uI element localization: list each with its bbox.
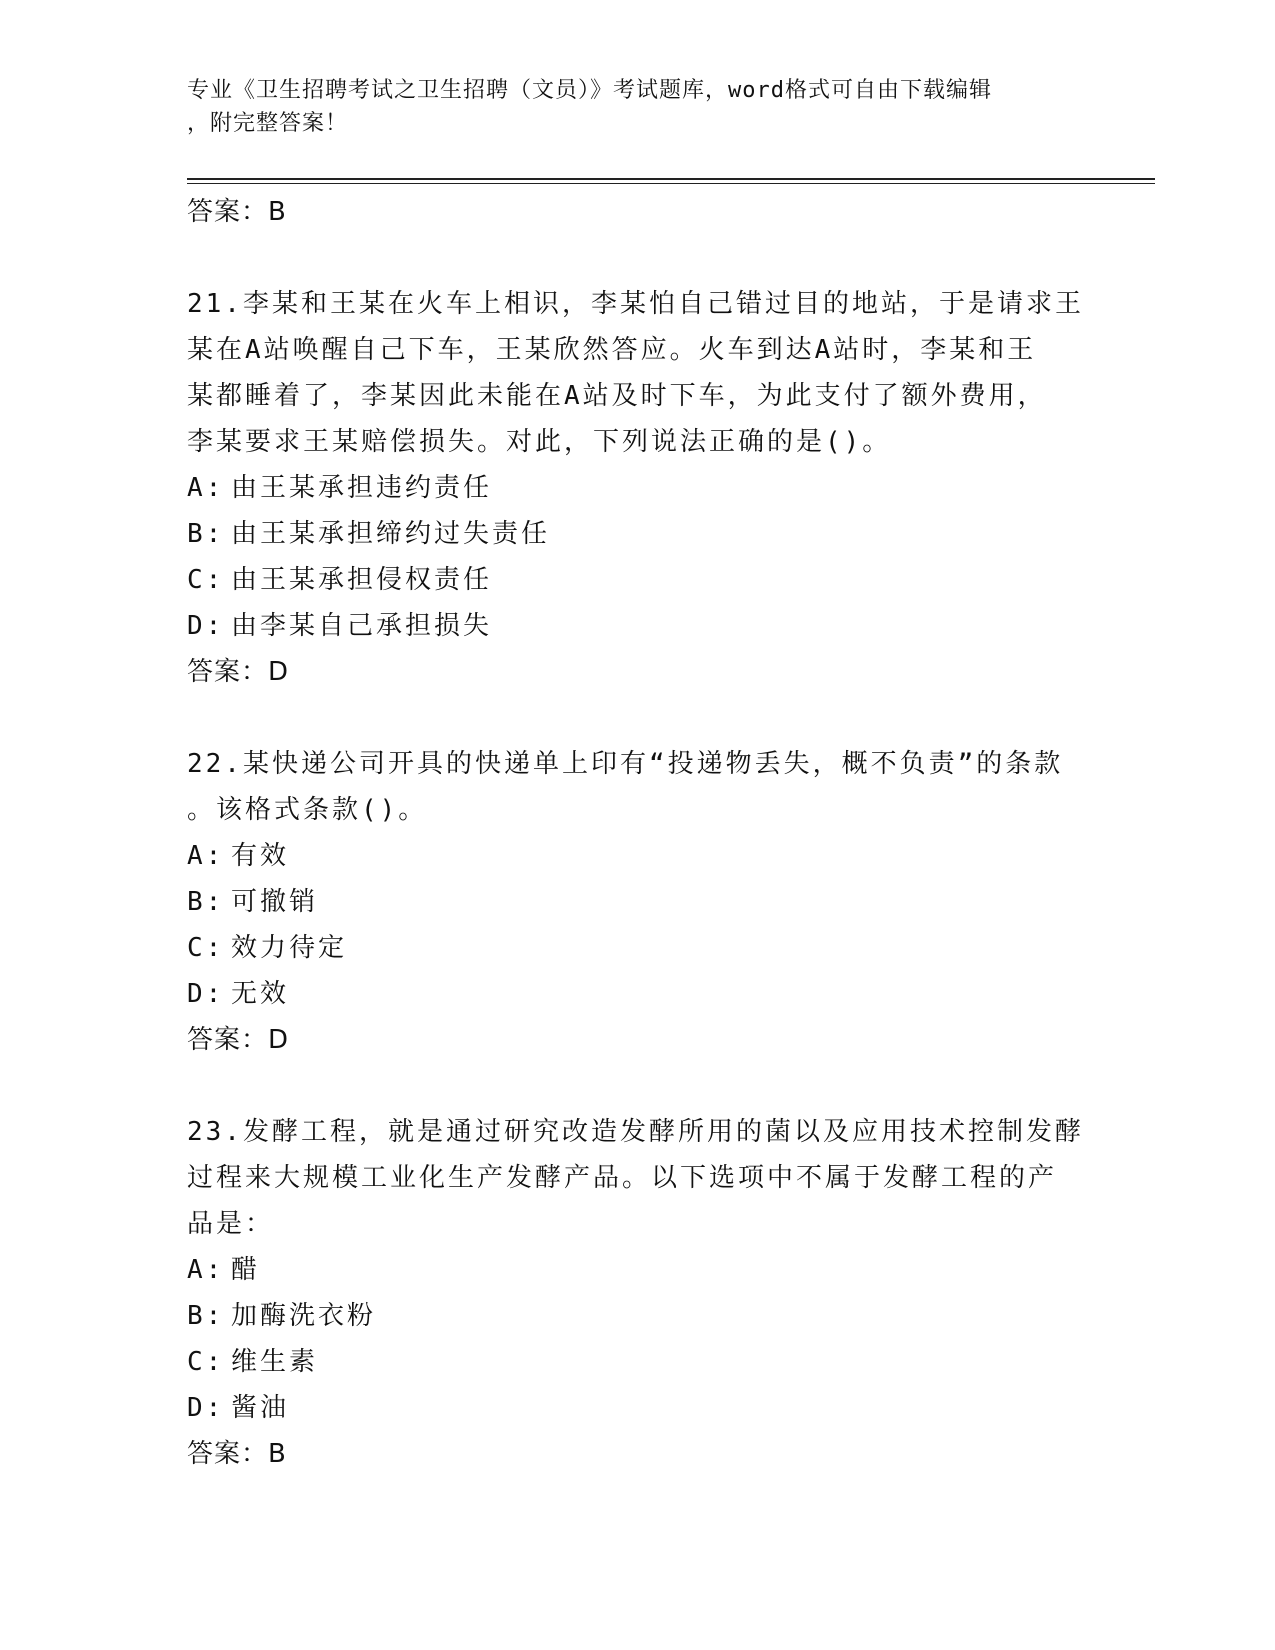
option-d xyxy=(187,1385,1087,1431)
option-key: C: xyxy=(187,565,225,595)
header-divider-thin xyxy=(187,183,1155,184)
option-a xyxy=(187,1247,1087,1293)
document-header xyxy=(187,74,1067,140)
option-text: 无效 xyxy=(231,979,290,1009)
spacer xyxy=(187,235,1087,281)
question-stem-line: 22.某快递公司开具的快递单上印有“投递物丢失，概不负责”的条款 xyxy=(187,749,1064,779)
option-text: 加酶洗衣粉 xyxy=(231,1301,377,1331)
option-c xyxy=(187,925,1087,971)
option-text: 由王某承担侵权责任 xyxy=(231,565,493,595)
previous-answer: 答案：B xyxy=(187,197,287,227)
question-stem-line: 品是： xyxy=(187,1209,275,1239)
question-23 xyxy=(187,1109,1087,1477)
option-key: A: xyxy=(187,1255,225,1285)
option-text: 有效 xyxy=(231,841,290,871)
answer-line: 答案：D xyxy=(187,1025,290,1055)
question-stem-line: 21.李某和王某在火车上相识，李某怕自己错过目的地站，于是请求王 xyxy=(187,289,1084,319)
answer-line: 答案：B xyxy=(187,1439,287,1469)
option-text: 可撤销 xyxy=(231,887,319,917)
option-key: B: xyxy=(187,887,225,917)
option-text: 维生素 xyxy=(231,1347,319,1377)
option-key: A: xyxy=(187,473,225,503)
option-b xyxy=(187,1293,1087,1339)
question-stem-line: 过程来大规模工业化生产发酵产品。以下选项中不属于发酵工程的产 xyxy=(187,1163,1058,1193)
question-21 xyxy=(187,281,1087,695)
question-stem-line: 23.发酵工程，就是通过研究改造发酵所用的菌以及应用技术控制发酵 xyxy=(187,1117,1084,1147)
question-stem-line: 。该格式条款()。 xyxy=(187,795,428,825)
option-text: 由李某自己承担损失 xyxy=(231,611,493,641)
option-b xyxy=(187,511,1087,557)
option-c xyxy=(187,1339,1087,1385)
header-line-2: ，附完整答案！ xyxy=(187,111,349,136)
option-key: B: xyxy=(187,1301,225,1331)
option-key: D: xyxy=(187,979,225,1009)
header-line-1: 专业《卫生招聘考试之卫生招聘（文员）》考试题库，word格式可自由下载编辑 xyxy=(187,78,992,103)
option-d xyxy=(187,603,1087,649)
option-a xyxy=(187,465,1087,511)
option-key: C: xyxy=(187,933,225,963)
spacer xyxy=(187,1063,1087,1109)
option-text: 效力待定 xyxy=(231,933,348,963)
question-stem-line: 某在A站唤醒自己下车，王某欣然答应。火车到达A站时，李某和王 xyxy=(187,335,1037,365)
option-key: B: xyxy=(187,519,225,549)
option-d xyxy=(187,971,1087,1017)
header-divider-thick xyxy=(187,178,1155,180)
option-text: 由王某承担违约责任 xyxy=(231,473,493,503)
question-stem-line: 某都睡着了，李某因此未能在A站及时下车，为此支付了额外费用， xyxy=(187,381,1047,411)
question-list xyxy=(187,189,1087,1477)
option-text: 醋 xyxy=(231,1255,261,1285)
option-key: A: xyxy=(187,841,225,871)
question-stem-line: 李某要求王某赔偿损失。对此，下列说法正确的是()。 xyxy=(187,427,892,457)
option-c xyxy=(187,557,1087,603)
option-key: C: xyxy=(187,1347,225,1377)
option-a xyxy=(187,833,1087,879)
option-key: D: xyxy=(187,1393,225,1423)
question-22 xyxy=(187,741,1087,1063)
option-b xyxy=(187,879,1087,925)
option-text: 酱油 xyxy=(231,1393,290,1423)
option-key: D: xyxy=(187,611,225,641)
spacer xyxy=(187,695,1087,741)
answer-line: 答案：D xyxy=(187,657,290,687)
option-text: 由王某承担缔约过失责任 xyxy=(231,519,551,549)
